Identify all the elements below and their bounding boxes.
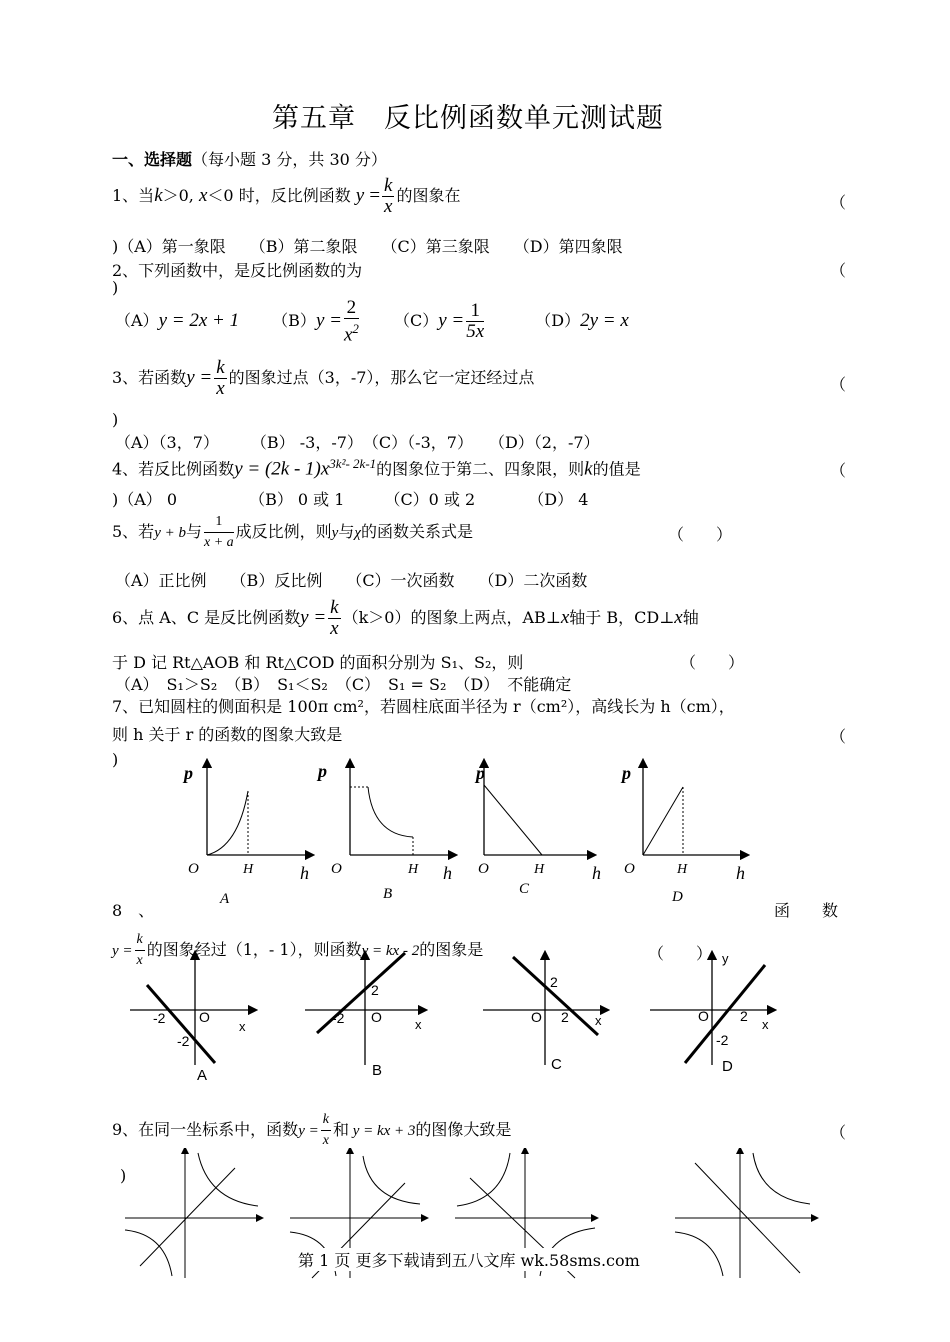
svg-text:H: H <box>243 862 254 877</box>
svg-text:x: x <box>239 1019 246 1034</box>
q4-paren: （ <box>830 461 847 480</box>
svg-text:h: h <box>592 863 601 883</box>
svg-text:O: O <box>331 861 342 877</box>
svg-text:-2: -2 <box>332 1010 345 1026</box>
page-title: 第五章 反比例函数单元测试题 <box>272 103 664 134</box>
q3-options: （A）（3，7） （B） -3，-7） （C）（-3，7） （D）（2，-7） <box>115 433 600 452</box>
svg-text:2: 2 <box>371 982 379 998</box>
q7-paren: （ <box>830 727 847 746</box>
svg-text:x: x <box>415 1017 422 1032</box>
q8-graph-c <box>483 955 605 1073</box>
question-7: 7、已知圆柱的侧面积是 100π cm²，若圆柱底面半径为 r（cm²），高线长为 h（cm）， <box>112 697 735 716</box>
q8-graph-b <box>305 953 423 1079</box>
q9-close: ) <box>120 1166 127 1185</box>
q1-options: )（A）第一象限 （B）第二象限 （C）第三象限 （D）第四象限 <box>112 237 623 256</box>
question-3: 3、若函数y = $\frac{k}{x}$ 的图象过点（3，-7），那么它一定还经过点 <box>112 357 535 399</box>
question-8: 8 、 <box>112 901 155 920</box>
question-9: 9、在同一坐标系中，函数y = $\frac{k}{x}$ 和 y = kx + 3的图像大致是 <box>112 1112 512 1148</box>
svg-text:D: D <box>672 889 683 905</box>
svg-text:D: D <box>722 1058 733 1075</box>
svg-text:O: O <box>199 1009 210 1025</box>
svg-text:p: p <box>184 763 193 783</box>
svg-text:p: p <box>622 763 631 783</box>
svg-text:O: O <box>371 1009 382 1025</box>
q5-options: （A）正比例 （B）反比例 （C）一次函数 （D）二次函数 <box>115 571 588 590</box>
svg-text:h: h <box>736 863 745 883</box>
q8-graphs <box>125 945 825 1080</box>
q7-graphs <box>170 755 770 905</box>
svg-text:-2: -2 <box>716 1032 729 1048</box>
q7-graph-a <box>182 763 310 905</box>
q8-line2: y = $\frac{k}{x}$ 的图象经过（1，- 1），则函数y = kx - 2的图象是 <box>112 932 484 968</box>
svg-text:-2: -2 <box>177 1033 190 1049</box>
q5-paren: （ ） <box>668 525 733 544</box>
svg-text:C: C <box>519 881 530 897</box>
q8-right: 函 数 <box>774 901 839 920</box>
q7-close: ) <box>112 750 119 769</box>
q8-paren: （ ） <box>648 944 713 963</box>
svg-text:O: O <box>478 861 489 877</box>
q7-line2: 则 h 关于 r 的函数的图象大致是 <box>112 725 343 744</box>
question-1: 1、当k＞0, x＜0 时，反比例函数 y = $\frac{k}{x}$ 的图象在 <box>112 175 461 217</box>
q7-graph-b <box>316 761 453 902</box>
svg-text:C: C <box>551 1056 562 1073</box>
question-6: 6、点 A、C 是反比例函数y = $\frac{k}{x}$ （k＞0）的图象上两点，AB⊥x轴于 B，CD⊥x轴 <box>112 597 699 639</box>
svg-text:y: y <box>722 951 729 966</box>
q7-graph-c <box>474 763 601 897</box>
svg-text:x: x <box>595 1013 602 1028</box>
q1-paren: （ <box>830 193 847 212</box>
svg-text:O: O <box>698 1008 709 1024</box>
q9-paren: （ <box>830 1123 847 1142</box>
q2-options: （A）y = 2x + 1 （B）y = $\frac{2}{x^2}$ （C）y = $\frac{1}{5x}$ （D）2y = x <box>115 297 629 346</box>
q6-options: （A） S₁＞S₂ （B） S₁＜S₂ （C） S₁ = S₂ （D） 不能确定 <box>115 675 572 694</box>
q2-paren: （ <box>830 261 847 280</box>
svg-text:B: B <box>383 886 393 902</box>
svg-text:p: p <box>318 761 327 781</box>
question-4: 4、若反比例函数$y = (2k - 1)x^{3k^2- 2k-1}$的图象位于第二、四象限，则k的值是 <box>112 456 641 480</box>
svg-text:B: B <box>372 1062 383 1079</box>
q9-graph-a <box>125 1150 260 1278</box>
q8-graph-d <box>650 951 772 1075</box>
svg-text:A: A <box>220 891 230 905</box>
q8-graph-a <box>130 955 253 1080</box>
q6-paren: （ ） <box>680 653 745 672</box>
svg-text:p: p <box>476 763 485 783</box>
question-5: 5、若y + b与 $\frac{1}{x + a}$ 成反比例，则y与χ的函数关系式是 <box>112 514 473 550</box>
q6-line2: 于 D 记 Rt△AOB 和 Rt△COD 的面积分别为 S₁、S₂，则 <box>112 653 524 672</box>
svg-text:2: 2 <box>550 974 558 990</box>
svg-text:H: H <box>534 862 545 877</box>
svg-text:-2: -2 <box>153 1010 166 1026</box>
q9-graph-d <box>675 1150 815 1278</box>
svg-text:h: h <box>443 863 452 883</box>
svg-text:2: 2 <box>561 1009 569 1025</box>
svg-text:x: x <box>762 1017 769 1032</box>
q7-graph-d <box>620 763 745 905</box>
q3-paren: （ <box>830 375 847 394</box>
page-footer: 第 1 页 更多下载请到五八文库 wk.58sms.com <box>298 1248 640 1271</box>
svg-text:A: A <box>197 1067 208 1080</box>
q3-close: ) <box>112 410 119 429</box>
section-title: 一、选择题 <box>112 150 193 169</box>
svg-text:O: O <box>624 861 635 877</box>
q4-options: )（A） 0 （B） 0 或 1 （C）0 或 2 （D） 4 <box>112 490 589 509</box>
svg-text:H: H <box>408 862 419 877</box>
section-note: （每小题 3 分，共 30 分） <box>192 150 387 169</box>
q2-close: ) <box>112 278 119 297</box>
svg-text:h: h <box>300 863 309 883</box>
section-heading <box>112 147 387 170</box>
svg-text:O: O <box>531 1009 542 1025</box>
svg-text:O: O <box>188 861 199 877</box>
question-2: 2、下列函数中，是反比例函数的为 <box>112 261 363 280</box>
svg-text:2: 2 <box>740 1008 748 1024</box>
svg-text:H: H <box>677 862 688 877</box>
